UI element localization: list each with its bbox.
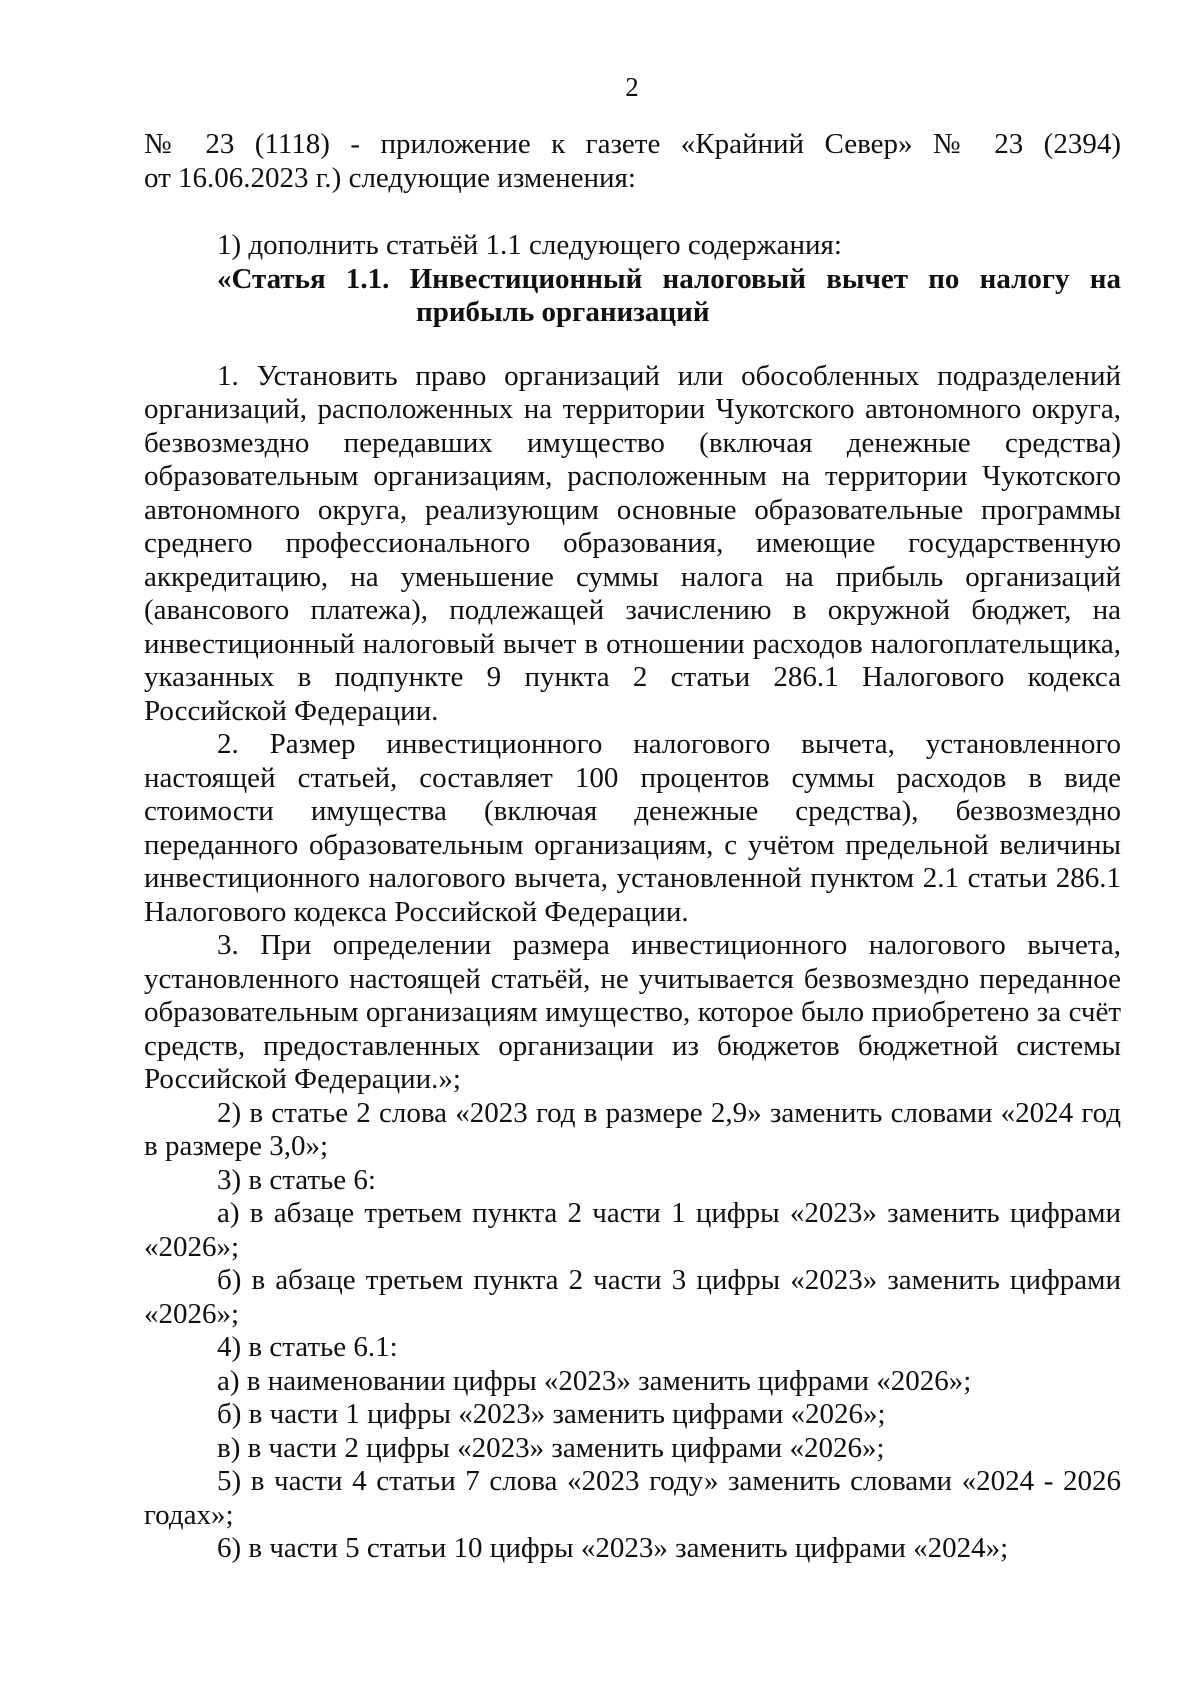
intro-line-2: от 16.06.2023 г.) следующие изменения: [144,161,636,194]
page-number: 2 [625,72,639,102]
amendment-item-4b: б) в части 1 цифры «2023» заменить цифрами «2026»; [217,1398,886,1430]
amendment-item-6: 6) в части 5 статьи 10 цифры «2023» заменить цифрами «2024»; [217,1532,1009,1564]
amendment-item-4a: а) в наименовании цифры «2023» заменить цифрами «2026»; [217,1364,972,1397]
amendment-item-2: 2) в статье 2 слова «2023 год в размере 2,9» заменить словами «2024 год в размере 3,0»; [144,1096,1121,1162]
amendment-item-3b: б) в абзаце третьем пункта 2 части 3 цифры «2023» заменить цифрами «2026»; [144,1264,1121,1330]
article-paragraph-3: 3. При определении размера инвестиционного налогового вычета, установленного настоящей статьёй, не учитывается безвозмездно переданное образовательным организациям имущество, которое было приобретено за счёт средств, предоставленных организации из бюджетов бюджетной системы Российской Федерации.»; [144,929,1121,1095]
amendment-item-4c: в) в части 2 цифры «2023» заменить цифрами «2026»; [217,1431,885,1464]
amendment-item-3: 3) в статье 6: [217,1163,376,1196]
amendment-item-4: 4) в статье 6.1: [217,1331,398,1363]
article-title-line-2: прибыль организаций [416,296,710,328]
document-body [144,128,1121,1566]
spacer [144,330,1121,360]
article-title-line-1: «Статья 1.1. Инвестиционный налоговый вычет по налогу на [217,262,1121,295]
article-paragraph-1: 1. Установить право организаций или обособленных подразделений организаций, расположенных на территории Чукотского автономного округа, безвозмездно передавших имущество (включая денежные средства) образовательным организациям, расположенным на территории Чукотского автономного округа, реализующим основные образовательные программы среднего профессионального образования, имеющие государственную аккредитацию, на уменьшение суммы налога на прибыль организаций (авансового платежа), подлежащей зачислению в окружной бюджет, на инвестиционный налоговый вычет в отношении расходов налогоплательщика, указанных в подпункте 9 пункта 2 статьи 286.1 Налогового кодекса Российской Федерации. [144,359,1121,727]
article-paragraph-2: 2. Размер инвестиционного налогового вычета, установленного настоящей статьей, составляет 100 процентов суммы расходов в виде стоимости имущества (включая денежные средства), безвозмездно переданного образовательным организациям, с учётом предельной величины инвестиционного налогового вычета, установленной пунктом 2.1 статьи 286.1 Налогового кодекса Российской Федерации. [144,728,1121,928]
amendment-item-5: 5) в части 4 статьи 7 слова «2023 году» заменить словами «2024 - 2026 годах»; [144,1465,1121,1531]
intro-line-1: № 23 (1118) - приложение к газете «Крайний Север» № 23 (2394) [144,128,1121,160]
amendment-item-1: 1) дополнить статьёй 1.1 следующего содержания: [217,229,842,261]
amendment-item-3a: а) в абзаце третьем пункта 2 части 1 цифры «2023» заменить цифрами «2026»; [144,1197,1121,1263]
spacer [144,195,1121,229]
